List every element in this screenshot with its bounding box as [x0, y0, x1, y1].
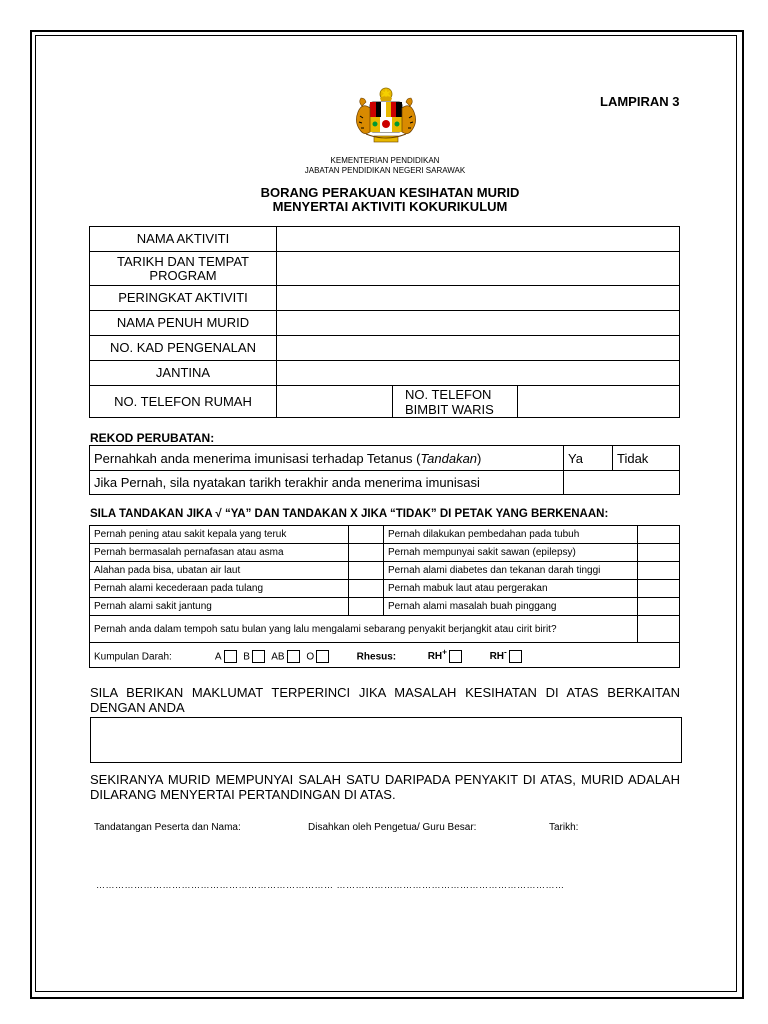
- label-nama-penuh: NAMA PENUH MURID: [90, 311, 277, 336]
- immunisation-date-field[interactable]: [564, 471, 680, 495]
- field-peringkat[interactable]: [277, 286, 680, 311]
- participation-warning: SEKIRANYA MURID MEMPUNYAI SALAH SATU DARIPADA PENYAKIT DI ATAS, MURID ADALAH DILARANG MENYERTAI PERTANDINGAN DI ATAS.: [90, 772, 680, 802]
- malaysia-coat-of-arms-icon: [340, 86, 432, 150]
- tetanus-question-italic: Tandakan: [420, 450, 478, 466]
- tetanus-question: [90, 446, 564, 471]
- label-jantina: JANTINA: [90, 361, 277, 386]
- checklist-right-2: Pernah mempunyai sakit sawan (epilepsy): [384, 544, 638, 562]
- blood-type-a-checkbox[interactable]: [224, 650, 237, 663]
- tetanus-tidak-cell[interactable]: [613, 446, 680, 471]
- checklist-right-4-box[interactable]: [638, 580, 680, 598]
- tetanus-question-text: Pernahkah anda menerima imunisasi terhadap Tetanus (: [94, 450, 421, 466]
- field-tarikh-tempat[interactable]: [277, 252, 680, 286]
- checklist-right-1: Pernah dilakukan pembedahan pada tubuh: [384, 526, 638, 544]
- infectious-question: Pernah anda dalam tempoh satu bulan yang lalu mengalami sebarang penyakit berjangkit atau cirit birit?: [90, 616, 638, 643]
- blood-type-b-label: B: [243, 651, 250, 663]
- rh-negative-label: RH-: [489, 646, 507, 663]
- label-kad-pengenalan: NO. KAD PENGENALAN: [90, 336, 277, 361]
- rh-negative-checkbox[interactable]: [509, 650, 522, 663]
- medical-record-heading: REKOD PERUBATAN:: [90, 431, 215, 445]
- details-prompt: SILA BERIKAN MAKLUMAT TERPERINCI JIKA MASALAH KESIHATAN DI ATAS BERKAITAN DENGAN ANDA: [90, 685, 680, 715]
- label-telefon-rumah: NO. TELEFON RUMAH: [90, 386, 277, 418]
- student-info-table: [89, 226, 680, 418]
- checklist-right-1-box[interactable]: [638, 526, 680, 544]
- infectious-box[interactable]: [638, 616, 680, 643]
- checklist-left-2-box[interactable]: [349, 544, 384, 562]
- tetanus-ya-label: Ya: [568, 450, 583, 466]
- form-title-line2: MENYERTAI AKTIVITI KOKURIKULUM: [272, 199, 508, 214]
- checklist-left-5: Pernah alami sakit jantung: [90, 598, 349, 616]
- checklist-right-2-box[interactable]: [638, 544, 680, 562]
- label-telefon-bimbit: NO. TELEFON BIMBIT WARIS: [393, 386, 518, 418]
- department-name: JABATAN PENDIDIKAN NEGERI SARAWAK: [304, 166, 466, 175]
- label-nama-aktiviti: NAMA AKTIVITI: [90, 227, 277, 252]
- blood-type-b-checkbox[interactable]: [252, 650, 265, 663]
- ministry-name: KEMENTERIAN PENDIDIKAN: [330, 156, 440, 165]
- rhesus-label: Rhesus:: [356, 651, 397, 663]
- signature-principal-label: Disahkan oleh Pengetua/ Guru Besar:: [308, 822, 477, 833]
- signature-dotted-line: ………………………………………………………………… ………………………………………………………………: [96, 880, 565, 890]
- blood-type-ab-checkbox[interactable]: [287, 650, 300, 663]
- blood-type-o-checkbox[interactable]: [316, 650, 329, 663]
- signature-participant-label: Tandatangan Peserta dan Nama:: [94, 822, 241, 833]
- checklist-right-3-box[interactable]: [638, 562, 680, 580]
- field-nama-penuh[interactable]: [277, 311, 680, 336]
- checklist-left-4-box[interactable]: [349, 580, 384, 598]
- blood-group-row: [90, 643, 680, 668]
- signature-date-label: Tarikh:: [549, 822, 579, 833]
- field-jantina[interactable]: [277, 361, 680, 386]
- ministry-heading: [230, 156, 540, 176]
- blood-type-a-label: A: [214, 651, 222, 663]
- rh-positive-checkbox[interactable]: [449, 650, 462, 663]
- checklist-right-3: Pernah alami diabetes dan tekanan darah tinggi: [384, 562, 638, 580]
- tetanus-tidak-label: Tidak: [617, 450, 649, 466]
- checklist-right-4: Pernah mabuk laut atau pergerakan: [384, 580, 638, 598]
- field-telefon-rumah[interactable]: [277, 386, 393, 418]
- blood-group-label: Kumpulan Darah:: [94, 651, 172, 663]
- medical-record-table: [89, 445, 680, 495]
- tetanus-question-close: ): [477, 450, 482, 466]
- checklist-left-1-box[interactable]: [349, 526, 384, 544]
- label-peringkat: PERINGKAT AKTIVITI: [90, 286, 277, 311]
- health-checklist-table: [89, 525, 680, 668]
- blood-type-o-label: O: [306, 651, 315, 663]
- lampiran-label: LAMPIRAN 3: [600, 94, 680, 109]
- checklist-left-3: Alahan pada bisa, ubatan air laut: [90, 562, 349, 580]
- rh-positive-label: RH+: [427, 646, 448, 663]
- checklist-left-4: Pernah alami kecederaan pada tulang: [90, 580, 349, 598]
- checklist-right-5: Pernah alami masalah buah pinggang: [384, 598, 638, 616]
- checklist-left-2: Pernah bermasalah pernafasan atau asma: [90, 544, 349, 562]
- checklist-left-1: Pernah pening atau sakit kepala yang teruk: [90, 526, 349, 544]
- field-nama-aktiviti[interactable]: [277, 227, 680, 252]
- checklist-right-5-box[interactable]: [638, 598, 680, 616]
- checklist-heading: SILA TANDAKAN JIKA √ “YA” DAN TANDAKAN X JIKA “TIDAK” DI PETAK YANG BERKENAAN:: [90, 508, 609, 520]
- label-tarikh-tempat: TARIKH DAN TEMPAT PROGRAM: [90, 252, 277, 286]
- form-title: [200, 186, 580, 214]
- checklist-left-5-box[interactable]: [349, 598, 384, 616]
- blood-type-ab-label: AB: [271, 651, 285, 663]
- immunisation-date-question: Jika Pernah, sila nyatakan tarikh terakhir anda menerima imunisasi: [90, 471, 564, 495]
- checklist-left-3-box[interactable]: [349, 562, 384, 580]
- field-telefon-bimbit[interactable]: [518, 386, 680, 418]
- form-title-line1: BORANG PERAKUAN KESIHATAN MURID: [260, 185, 520, 200]
- tetanus-ya-cell[interactable]: [564, 446, 613, 471]
- field-kad-pengenalan[interactable]: [277, 336, 680, 361]
- health-details-field[interactable]: [90, 717, 682, 763]
